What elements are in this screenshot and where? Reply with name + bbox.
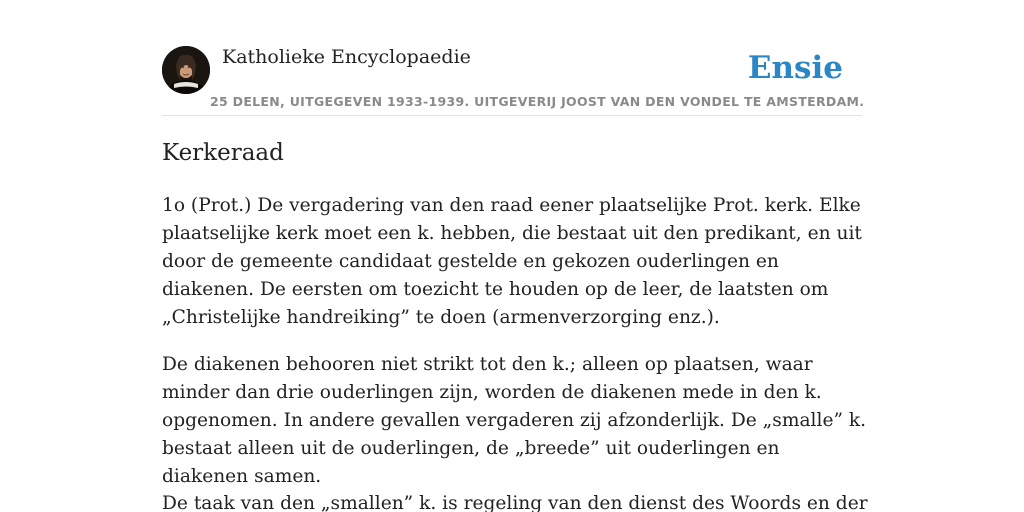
header-divider — [162, 115, 862, 116]
article-paragraph: 1o (Prot.) De vergadering van den raad eener plaatselijke Prot. kerk. Elke plaatselijke kerk moet een k. hebben, die bestaat uit den predikant, en uit door de gemeente candidaat gestelde en gekozen ouderlingen en diakenen. De eersten om toezicht te houden op de leer, de laatsten om „Christelijke handreiking” te doen (armenverzorging enz.). — [162, 195, 862, 328]
site-name[interactable]: Katholieke Encyclopaedie — [222, 46, 471, 68]
avatar[interactable] — [162, 46, 210, 94]
brand-logo[interactable]: Ensie — [747, 50, 843, 86]
publication-subtitle: 25 DELEN, UITGEGEVEN 1933-1939. UITGEVERIJ JOOST VAN DEN VONDEL TE AMSTERDAM. — [210, 94, 865, 109]
portrait-icon — [162, 46, 210, 94]
article-paragraph: De taak van den „smallen” k. is regeling van den dienst des Woords en der — [162, 493, 868, 512]
article-paragraph: De diakenen behooren niet strikt tot den k.; alleen op plaatsen, waar minder dan drie ouderlingen zijn, worden de diakenen mede in den k. opgenomen. In andere gevallen vergaderen zij afzonderlijk. De „smalle” k. bestaat alleen uit de ouderlingen, de „breede” uit ouderlingen en diakenen samen. — [162, 354, 867, 487]
article-title: Kerkeraad — [162, 140, 284, 166]
